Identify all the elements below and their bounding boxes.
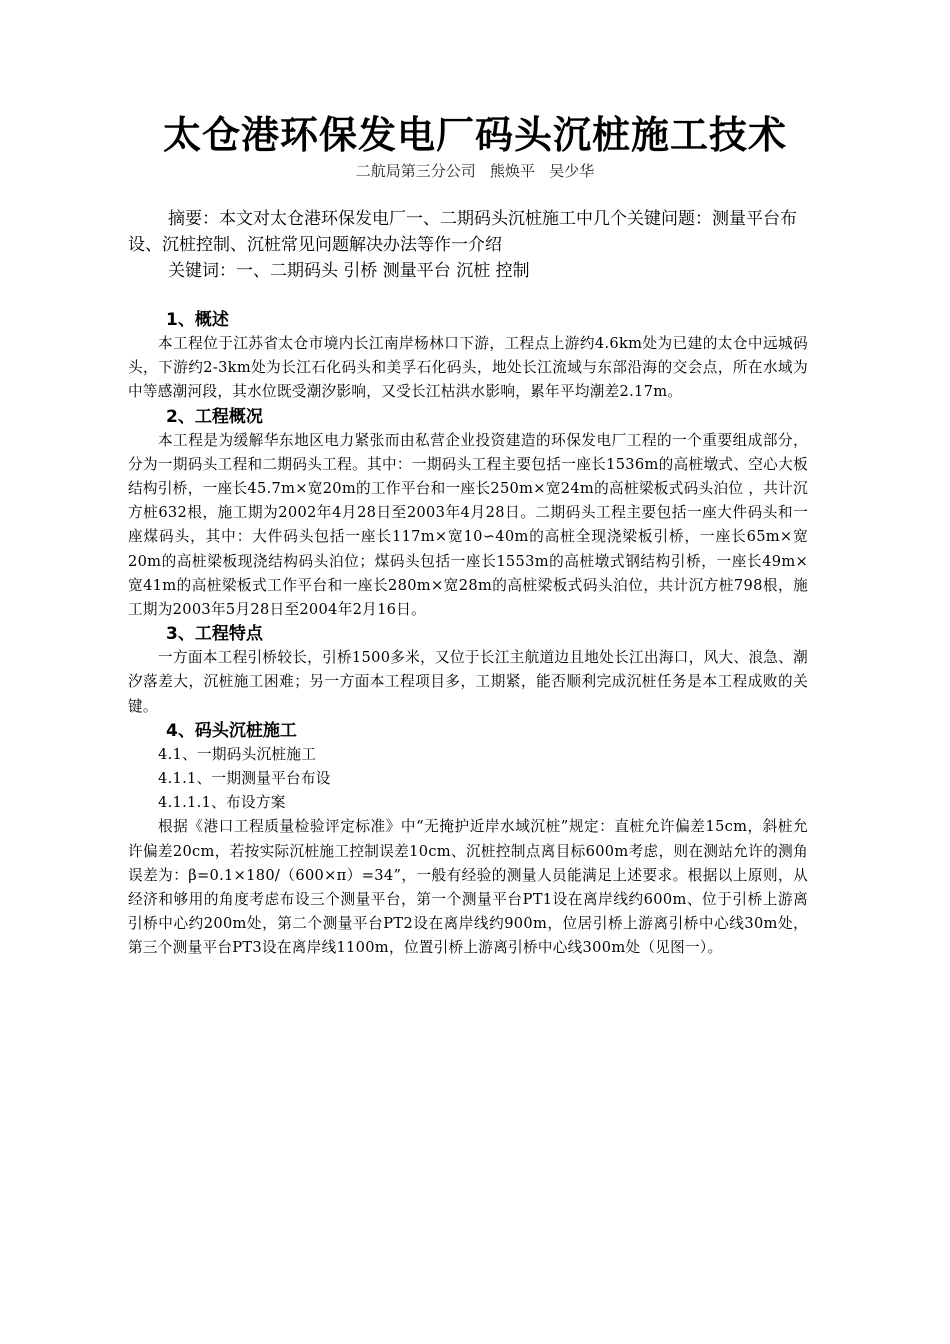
section-heading-overview: 1、概述: [166, 310, 229, 330]
document-authors: 二航局第三分公司 熊焕平 吴少华: [355, 162, 595, 180]
section-heading-pile-driving: 4、码头沉桩施工: [166, 720, 297, 741]
section-heading-project-summary: 2、工程概况: [166, 406, 263, 427]
subsection-heading-survey-platform: 4.1.1、一期测量平台布设: [158, 770, 331, 788]
section-paragraph-project-features: 一方面本工程引桥较长，引桥1500多米，又位于长江主航道边且地处长江出海口，风大、浪急、潮汐落差大，沉桩施工困难；另一方面本工程项目多，工期紧，能否顺利完成沉桩任务是本工程成败的关键。: [128, 649, 808, 715]
subsection-heading-phase1: 4.1、一期码头沉桩施工: [158, 745, 317, 763]
abstract-text: 摘要：本文对太仓港环保发电厂一、二期码头沉桩施工中几个关键问题：测量平台布设、沉桩控制、沉桩常见问题解决办法等作一介绍: [128, 209, 797, 255]
document-title: 太仓港环保发电厂码头沉桩施工技术: [162, 113, 787, 157]
section-paragraph-project-summary: 本工程是为缓解华东地区电力紧张而由私营企业投资建造的环保发电厂工程的一个重要组成部分，分为一期码头工程和二期码头工程。其中：一期码头工程主要包括一座长1536m的高桩墩式、空心大板结构引桥，一座长45.7m×宽20m的工作平台和一座长250m×宽24m的高桩梁板式码头泊位 ，共计沉方桩632根，施工期为2002年4月28日至2003年4月28日。二期码头工程主要包括一座大件码头和一座煤码头，其中：大件码头包括一座长117m×宽10∽40m的高桩全现浇梁板引桥，一座长65m×宽20m的高桩梁板现浇结构码头泊位；煤码头包括一座长1553m的高桩墩式钢结构引桥，一座长49m×宽41m的高桩梁板式工作平台和一座长280m×宽28m的高桩梁板式码头泊位，共计沉方桩798根，施工期为2003年5月28日至2004年2月16日。: [128, 431, 808, 619]
abstract-block: [128, 206, 808, 284]
section-heading-project-features: 3、工程特点: [166, 624, 263, 645]
section-paragraph-layout-plan: 根据《港口工程质量检验评定标准》中“无掩护近岸水域沉桩”规定：直桩允许偏差15cm，斜桩允许偏差20cm，若按实际沉桩施工控制误差10cm、沉桩控制点离目标600m考虑，则在测站允许的测角误差为：β=0.1×180/（600×π）=34”，一般有经验的测量人员能满足上述要求。根据以上原则，从经济和够用的角度考虑布设三个测量平台，第一个测量平台PT1设在离岸线约600m、位于引桥上游离引桥中心约200m处，第二个测量平台PT2设在离岸线约900m，位居引桥上游离引桥中心线30m处，第三个测量平台PT3设在离岸线1100m，位置引桥上游离引桥中心线300m处（见图一）。: [128, 818, 808, 957]
subsection-heading-layout-plan: 4.1.1.1、布设方案: [158, 794, 286, 812]
document-body: [128, 308, 808, 961]
section-paragraph-overview: 本工程位于江苏省太仓市境内长江南岸杨林口下游，工程点上游约4.6km处为已建的太仓中远城码头，下游约2-3km处为长江石化码头和美孚石化码头，地处长江流域与东部沿海的交会点，所在水域为中等感潮河段，其水位既受潮汐影响，又受长江枯洪水影响，累年平均潮差2.17m。: [128, 335, 808, 401]
keywords-text: 关键词：一、二期码头 引桥 测量平台 沉桩 控制: [168, 261, 530, 281]
